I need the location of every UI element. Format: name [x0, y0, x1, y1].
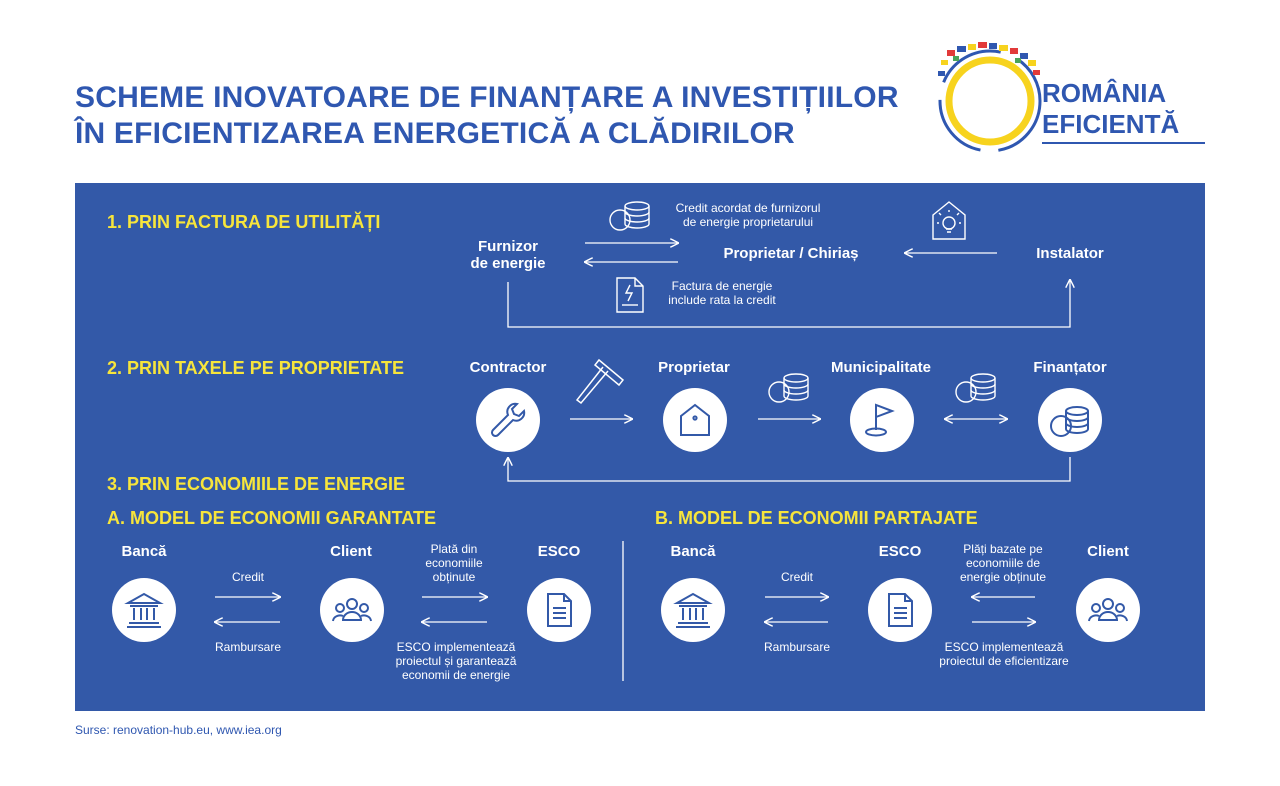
model-b-client-circle [1076, 578, 1140, 642]
model-a-note-plata: Plată din economiile obținute [425, 542, 483, 584]
coins-icon [766, 370, 812, 406]
document-icon [880, 590, 920, 630]
section-2-heading: 2. PRIN TAXELE PE PROPRIETATE [107, 358, 405, 378]
coins-icon [1048, 400, 1092, 440]
model-b-note-plati: Plăți bazate pe economiile de energie obținute [959, 542, 1047, 584]
coins-icon [953, 370, 999, 406]
model-b-node-esco: ESCO [878, 543, 922, 560]
invoice-energy-icon [615, 276, 645, 314]
note-factura-energie: Factura de energie include rata la credit [668, 279, 776, 307]
model-a-node-banca: Bancă [121, 543, 167, 560]
house-icon [675, 400, 715, 440]
sources-note: Surse: renovation-hub.eu, www.iea.org [75, 723, 282, 737]
logo-line-2: EFICIENTĂ [1042, 109, 1180, 139]
model-b-esco-circle [868, 578, 932, 642]
title-line-2: ÎN EFICIENTIZAREA ENERGETICĂ A CLĂDIRILOR [75, 117, 795, 150]
model-b-node-client: Client [1087, 543, 1129, 560]
people-icon [330, 590, 374, 630]
model-a-node-esco: ESCO [537, 543, 581, 560]
node-proprietar-chirias: Proprietar / Chiriaș [723, 245, 859, 262]
model-a-heading: A. MODEL DE ECONOMII GARANTATE [107, 508, 437, 528]
section-3-heading: 3. PRIN ECONOMIILE DE ENERGIE [107, 474, 406, 494]
flag-icon [862, 400, 902, 440]
model-a-client-circle [320, 578, 384, 642]
model-a-note-credit: Credit [231, 570, 264, 584]
model-b-heading: B. MODEL DE ECONOMII PARTAJATE [655, 508, 978, 528]
document-icon [539, 590, 579, 630]
coins-icon [607, 198, 653, 234]
model-a-node-client: Client [330, 543, 372, 560]
model-b-note-rambursare: Rambursare [763, 640, 831, 654]
model-b-note-esco-impl: ESCO implementează proiectul de eficientizare [939, 640, 1069, 668]
logo-line-1: ROMÂNIA [1042, 78, 1167, 108]
wrench-icon [488, 400, 528, 440]
node-finantator: Finanțator [1033, 359, 1107, 376]
municipalitate-circle [850, 388, 914, 452]
proprietar-circle [663, 388, 727, 452]
node-contractor: Contractor [469, 359, 547, 376]
model-b-banca-circle [661, 578, 725, 642]
model-a-note-rambursare: Rambursare [214, 640, 282, 654]
model-b-note-credit: Credit [780, 570, 813, 584]
bank-icon [124, 590, 164, 630]
node-instalator: Instalator [1036, 245, 1104, 262]
node-furnizor-energie: Furnizor de energie [470, 238, 546, 272]
model-a-esco-circle [527, 578, 591, 642]
contractor-circle [476, 388, 540, 452]
model-a-note-esco-impl: ESCO implementează proiectul și garantează economii de energie [395, 640, 517, 682]
model-b-node-banca: Bancă [670, 543, 716, 560]
node-proprietar: Proprietar [658, 359, 730, 376]
title-line-1: SCHEME INOVATOARE DE FINANȚARE A INVESTIȚIILOR [75, 81, 899, 114]
house-bulb-icon [930, 199, 968, 241]
note-credit-furnizor: Credit acordat de furnizorul de energie proprietarului [675, 201, 821, 229]
finantator-circle [1038, 388, 1102, 452]
section-1-heading: 1. PRIN FACTURA DE UTILITĂȚI [107, 212, 381, 232]
model-a-banca-circle [112, 578, 176, 642]
people-icon [1086, 590, 1130, 630]
hammer-icon [575, 356, 631, 408]
bank-icon [673, 590, 713, 630]
node-municipalitate: Municipalitate [830, 359, 931, 376]
